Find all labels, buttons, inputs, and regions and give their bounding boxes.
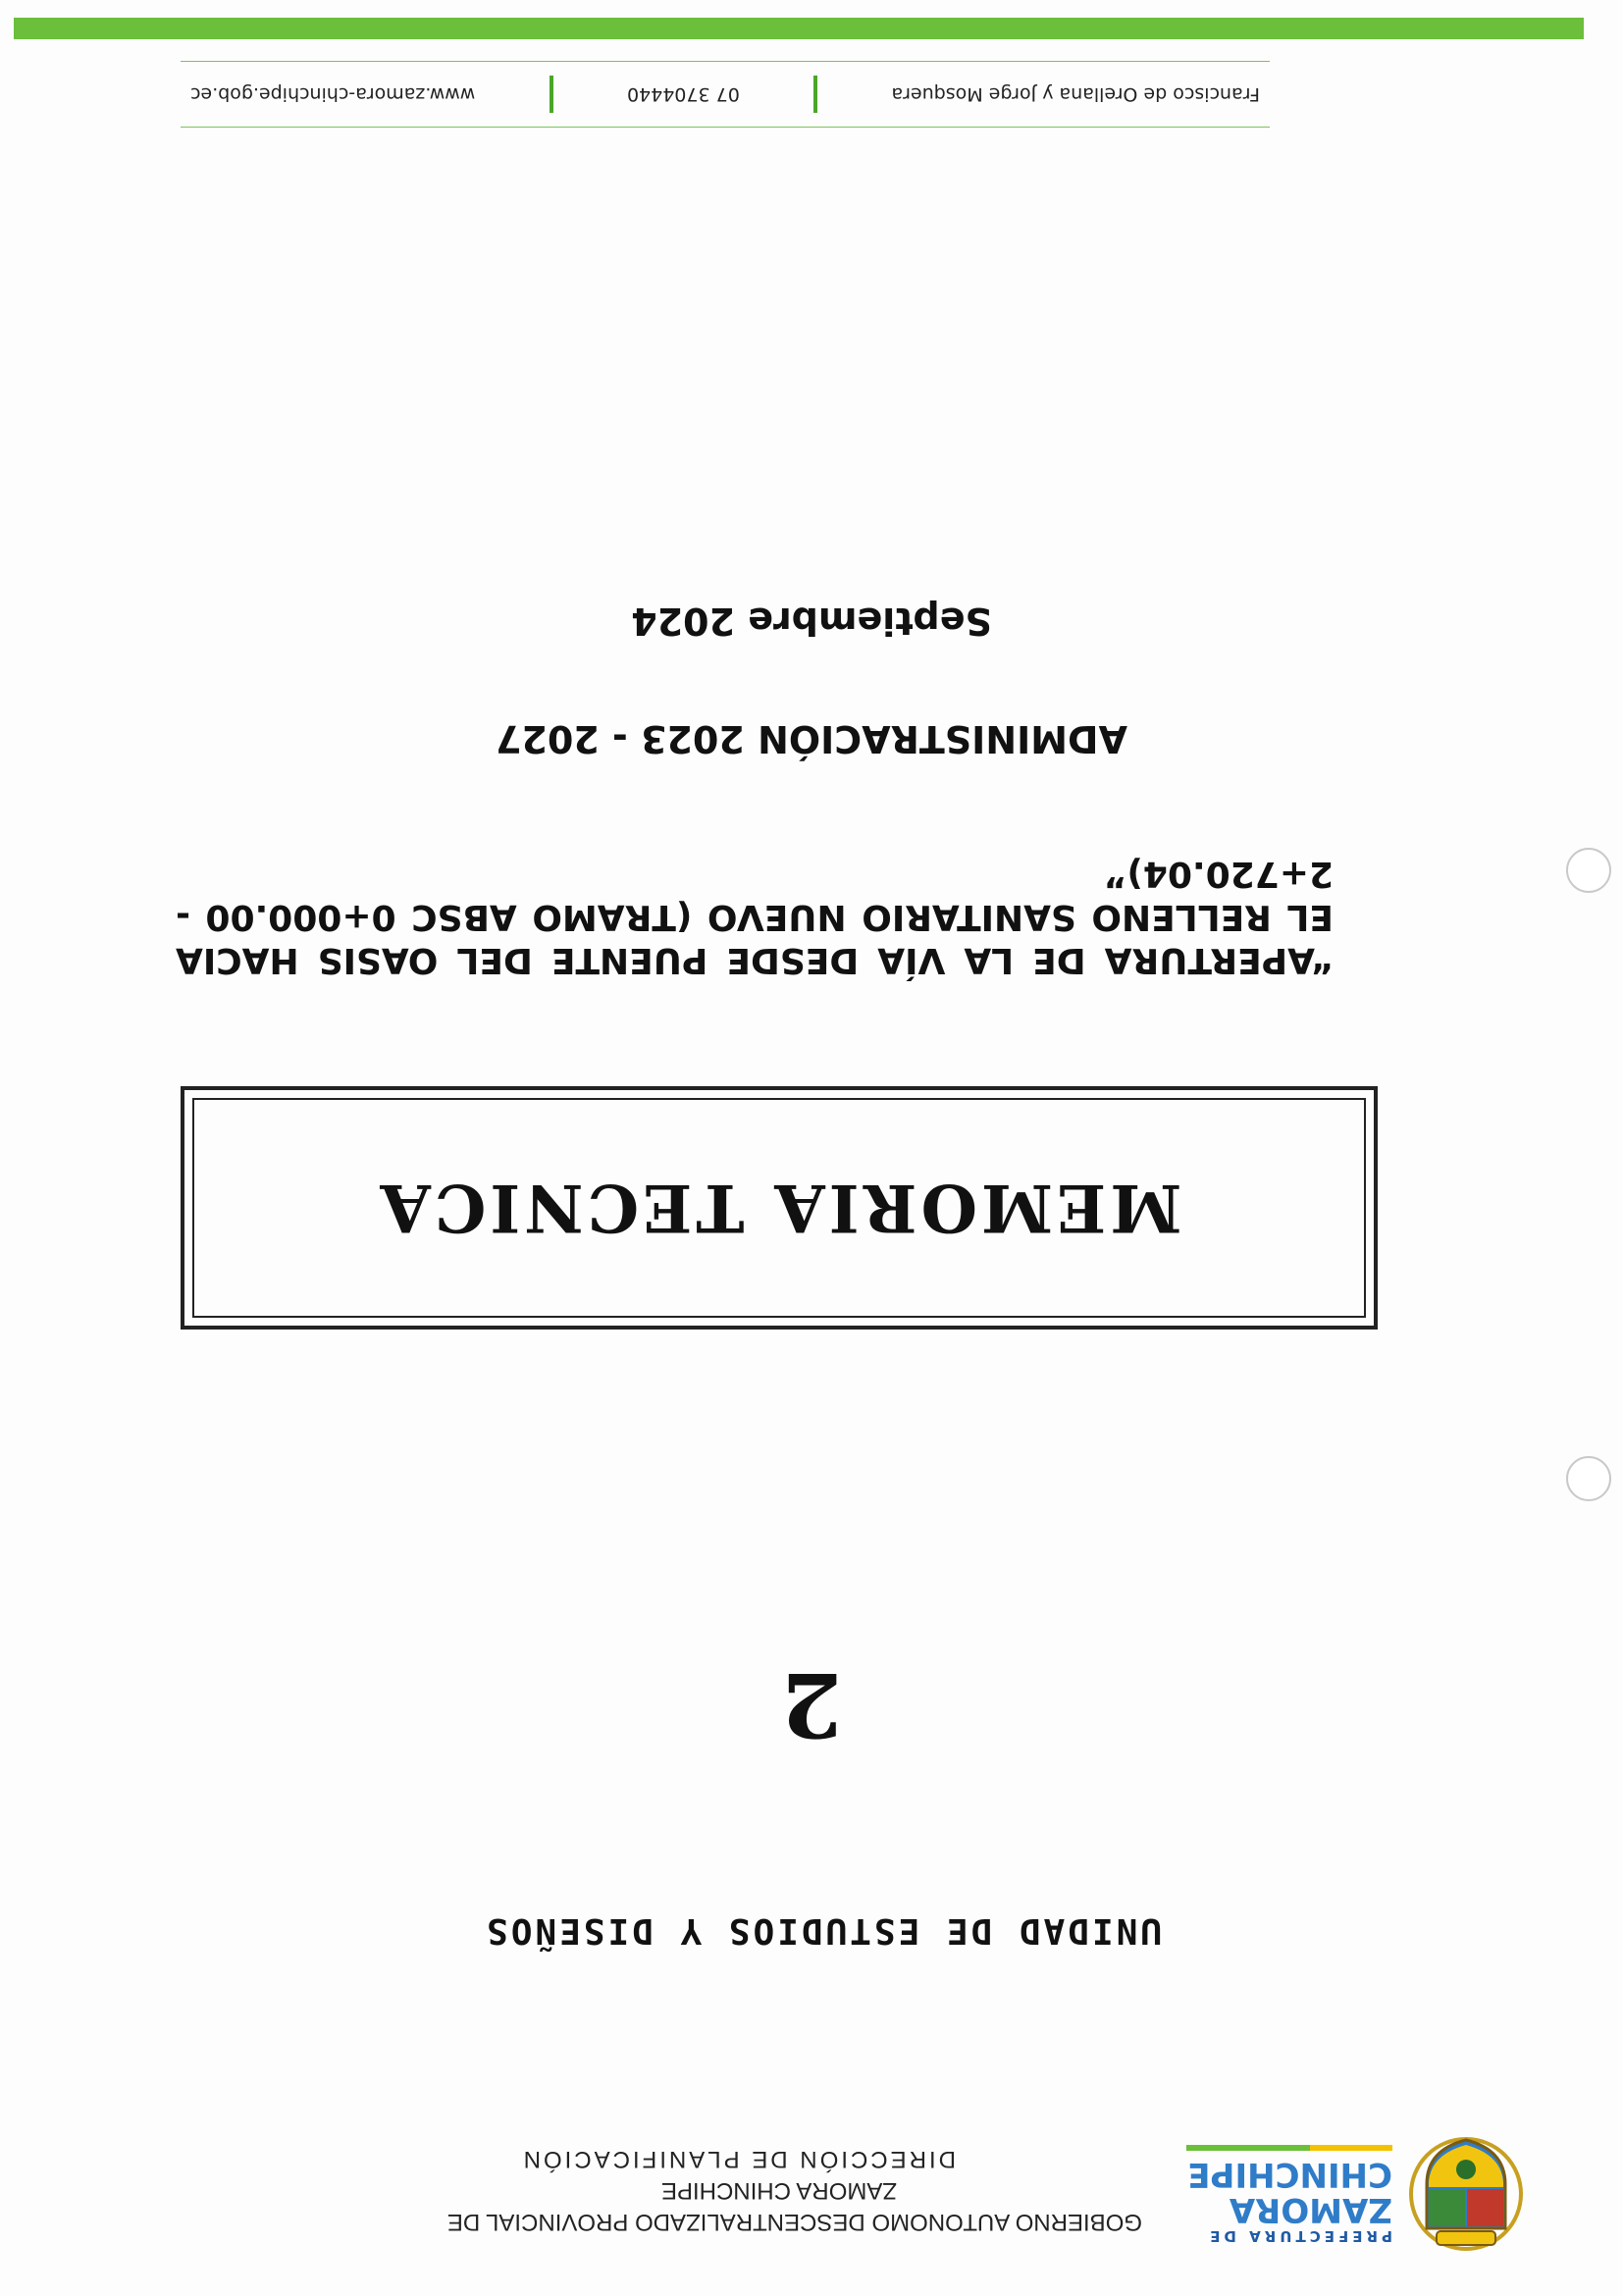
prefecture-brand — [1167, 2137, 1392, 2245]
gov-line-3: DIRECCIÓN DE PLANIFICACIÓN — [520, 2146, 956, 2172]
footer-phone: 07 3704440 — [626, 83, 740, 105]
footer-separator — [550, 76, 553, 113]
title-frame — [181, 1086, 1378, 1330]
project-name: “APERTURA DE LA VÍA DESDE PUENTE DEL OASIS HACIA EL RELLENO SANITARIO NUEVO (TRAMO ABSC 0+000.00 - 2+720.04)” — [176, 854, 1334, 980]
footer-website: www.zamora-chinchipe.gob.ec — [190, 83, 476, 105]
binder-hole-1 — [1566, 1456, 1611, 1501]
section-number: 2 — [780, 1652, 843, 1756]
brand-color-stripe — [1186, 2145, 1392, 2151]
document-date: Septiembre 2024 — [631, 600, 992, 643]
footer-contact-band — [181, 61, 1270, 128]
brand-prefix: PREFECTURA DE — [1206, 2227, 1392, 2245]
footer-address: Francisco de Orellana y Jorge Mosquera — [891, 83, 1260, 105]
brand-name-chinchipe: CHINCHIPE — [1187, 2155, 1392, 2194]
binder-hole-2 — [1566, 848, 1611, 893]
brand-name-zamora: ZAMORA — [1229, 2190, 1392, 2229]
letterhead — [14, 2115, 1564, 2263]
footer-separator — [813, 76, 817, 113]
gov-line-2: ZAMORA CHINCHIPE — [660, 2177, 897, 2204]
green-page-border — [14, 18, 1584, 39]
unit-title: UNIDAD DE ESTUDIOS Y DISEÑOS — [484, 1910, 1162, 1951]
gov-line-1: GOBIERNO AUTONOMO DESCENTRALIZADO PROVINCIAL DE — [446, 2209, 1142, 2235]
prefecture-coat-of-arms-logo — [1407, 2135, 1525, 2253]
document-title: MEMORIA TECNICA — [376, 1170, 1182, 1246]
administration-period: ADMINISTRACIÓN 2023 - 2027 — [496, 717, 1127, 760]
government-heading — [396, 2143, 1142, 2237]
